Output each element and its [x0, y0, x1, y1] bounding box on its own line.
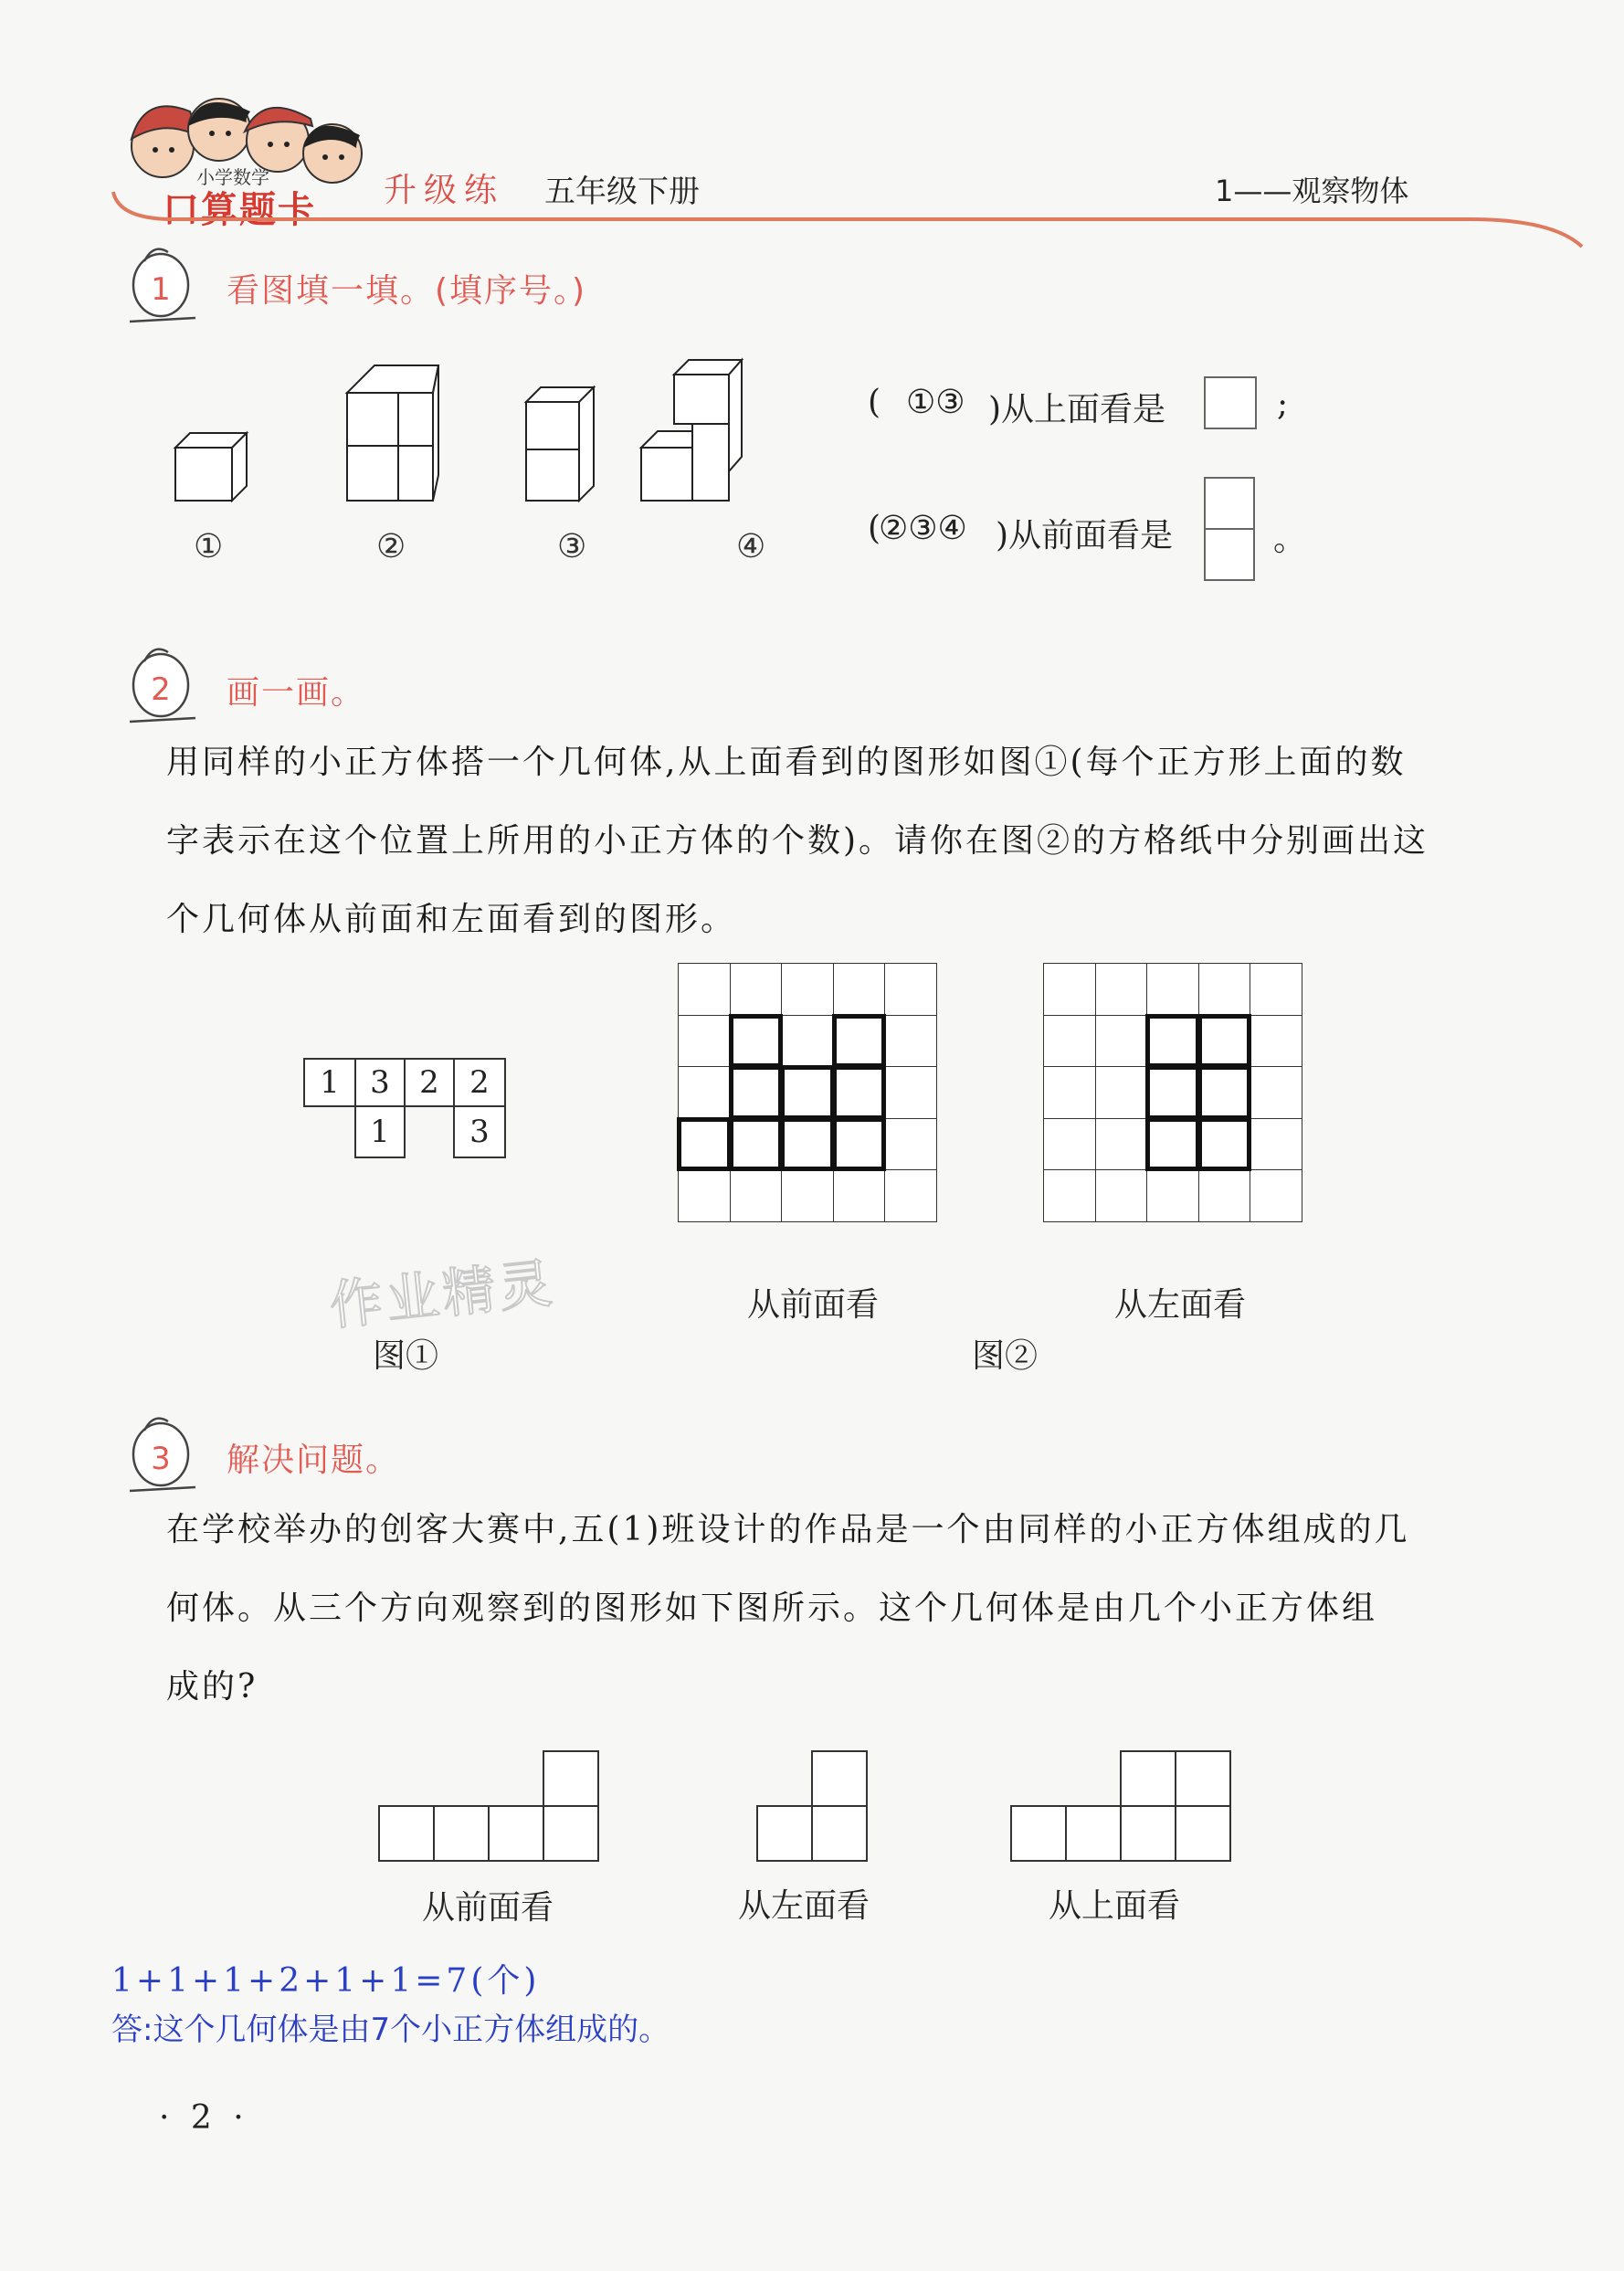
brand-logo: 口算题卡: [163, 189, 316, 231]
q1-line1-open: (: [868, 384, 881, 421]
view-square: [543, 1805, 599, 1862]
grid-square[interactable]: [678, 1169, 731, 1222]
bird-number-icon: [126, 239, 199, 329]
page-number: · 2 ·: [159, 2099, 249, 2137]
caption-left-view: 从左面看: [1114, 1286, 1247, 1324]
q3-caption-left: 从左面看: [738, 1887, 870, 1925]
drawn-answer-square: [1145, 1065, 1200, 1120]
q1-top-view-box: [1204, 376, 1257, 429]
view-square: [1120, 1750, 1176, 1807]
view-square: [1175, 1805, 1231, 1862]
fig1-cell: 3: [453, 1105, 506, 1158]
view-square: [1010, 1805, 1067, 1862]
grid-square[interactable]: [1250, 963, 1302, 1016]
grid-square[interactable]: [884, 1118, 937, 1171]
q2-text-line2: 字表示在这个位置上所用的小正方体的个数)。请你在图②的方格纸中分别画出这: [166, 822, 1429, 860]
drawn-answer-square: [780, 1117, 835, 1172]
view-square: [1175, 1750, 1231, 1807]
q1-line2-answer[interactable]: ②③④: [879, 510, 967, 547]
grid-square[interactable]: [1095, 1066, 1148, 1119]
bird-number-icon: [126, 639, 199, 729]
fig1-cell: 1: [303, 1058, 356, 1107]
svg-text:3: 3: [151, 1441, 171, 1477]
view-square: [378, 1805, 435, 1862]
drawn-answer-square: [832, 1117, 887, 1172]
grid-square[interactable]: [781, 1015, 834, 1068]
grid-square[interactable]: [1043, 1118, 1096, 1171]
grid-square[interactable]: [1146, 1169, 1199, 1222]
q1-line1-end: ;: [1277, 386, 1289, 423]
grid-square[interactable]: [1095, 963, 1148, 1016]
view-square: [1065, 1805, 1122, 1862]
q1-label-2: ②: [376, 528, 406, 565]
drawn-answer-square: [832, 1065, 887, 1120]
q1-line2-open: (: [868, 510, 881, 547]
q2-text-line3: 个几何体从前面和左面看到的图形。: [166, 901, 737, 938]
grid-square[interactable]: [678, 1066, 731, 1119]
grid-square[interactable]: [1095, 1118, 1148, 1171]
grid-square[interactable]: [678, 1015, 731, 1068]
grid-square[interactable]: [1198, 963, 1251, 1016]
header-curve-line: [100, 183, 1589, 256]
drawn-answer-square: [1197, 1014, 1252, 1069]
drawn-answer-square: [1145, 1014, 1200, 1069]
view-square: [543, 1750, 599, 1807]
grid-square[interactable]: [833, 1169, 886, 1222]
view-square: [433, 1805, 490, 1862]
grid-square[interactable]: [1250, 1066, 1302, 1119]
q3-title: 解决问题。: [227, 1442, 401, 1479]
grid-square[interactable]: [1043, 963, 1096, 1016]
q1-title: 看图填一填。(填序号。): [227, 272, 587, 310]
drawn-answer-square: [677, 1117, 732, 1172]
grid-square[interactable]: [1095, 1169, 1148, 1222]
series-title: 升级练: [384, 172, 505, 209]
q3-caption-front: 从前面看: [422, 1889, 554, 1927]
drawn-answer-square: [729, 1014, 784, 1069]
grid-square[interactable]: [1146, 963, 1199, 1016]
grid-square[interactable]: [1043, 1169, 1096, 1222]
q3-answer-equation[interactable]: 1+1+1+2+1+1=7(个): [111, 1962, 541, 2000]
grid-square[interactable]: [1250, 1015, 1302, 1068]
view-square: [811, 1750, 868, 1807]
fig2-label: 图②: [972, 1337, 1039, 1375]
drawn-answer-square: [1145, 1117, 1200, 1172]
svg-text:2: 2: [151, 671, 171, 708]
grid-square[interactable]: [884, 1015, 937, 1068]
drawn-answer-square: [780, 1065, 835, 1120]
q3-text-line3: 成的?: [166, 1668, 258, 1706]
view-square: [1120, 1805, 1176, 1862]
grade-title: 五年级下册: [544, 174, 700, 210]
fig1-label: 图①: [373, 1337, 439, 1375]
brand-small: 小学数学: [196, 166, 269, 188]
view-square: [811, 1805, 868, 1862]
svg-text:1: 1: [151, 271, 171, 308]
q1-label-1: ①: [194, 528, 224, 565]
grid-square[interactable]: [1043, 1015, 1096, 1068]
q1-label-3: ③: [557, 528, 587, 565]
q1-line2-end: 。: [1273, 521, 1307, 558]
grid-square[interactable]: [884, 1066, 937, 1119]
drawn-answer-square: [729, 1117, 784, 1172]
grid-square[interactable]: [730, 963, 783, 1016]
grid-square[interactable]: [1095, 1015, 1148, 1068]
bird-number-icon: [126, 1409, 199, 1498]
q1-line2-text: )从前面看是: [996, 517, 1174, 555]
q1-line1-answer[interactable]: ①③: [906, 384, 965, 421]
caption-front-view: 从前面看: [747, 1286, 880, 1324]
drawn-answer-square: [729, 1065, 784, 1120]
drawn-answer-square: [1197, 1117, 1252, 1172]
q2-title: 画一画。: [227, 674, 366, 712]
grid-square[interactable]: [1198, 1169, 1251, 1222]
unit-title: 1——观察物体: [1215, 174, 1409, 208]
grid-square[interactable]: [1250, 1169, 1302, 1222]
grid-square[interactable]: [781, 963, 834, 1016]
q1-label-4: ④: [736, 528, 766, 565]
front-view-grid[interactable]: [678, 963, 936, 1221]
q1-line1-text: )从上面看是: [988, 391, 1166, 428]
left-view-grid[interactable]: [1043, 963, 1302, 1221]
fig1-cell: 1: [354, 1105, 406, 1158]
q3-text-line2: 何体。从三个方向观察到的图形如下图所示。这个几何体是由几个小正方体组: [166, 1590, 1378, 1627]
q1-front-view-box-bottom: [1204, 528, 1255, 581]
grid-square[interactable]: [730, 1169, 783, 1222]
grid-square[interactable]: [884, 963, 937, 1016]
q3-answer-text[interactable]: 答:这个几何体是由7个小正方体组成的。: [111, 2012, 670, 2048]
drawn-answer-square: [832, 1014, 887, 1069]
q1-cube-figures: [164, 347, 804, 521]
view-square: [488, 1805, 544, 1862]
watermark: 作业精灵: [326, 1252, 559, 1337]
view-square: [756, 1805, 813, 1862]
q3-text-line1: 在学校举办的创客大赛中,五(1)班设计的作品是一个由同样的小正方体组成的几: [166, 1511, 1410, 1548]
q1-front-view-box-top: [1204, 477, 1255, 530]
q3-caption-top: 从上面看: [1049, 1887, 1181, 1925]
grid-square[interactable]: [678, 963, 731, 1016]
grid-square[interactable]: [833, 963, 886, 1016]
fig1-cell: 3: [354, 1058, 406, 1107]
grid-square[interactable]: [781, 1169, 834, 1222]
grid-square[interactable]: [1043, 1066, 1096, 1119]
q2-text-line1: 用同样的小正方体搭一个几何体,从上面看到的图形如图①(每个正方形上面的数: [166, 744, 1407, 781]
fig1-cell: 2: [404, 1058, 455, 1107]
fig1-cell: 2: [453, 1058, 506, 1107]
grid-square[interactable]: [884, 1169, 937, 1222]
drawn-answer-square: [1197, 1065, 1252, 1120]
grid-square[interactable]: [1250, 1118, 1302, 1171]
